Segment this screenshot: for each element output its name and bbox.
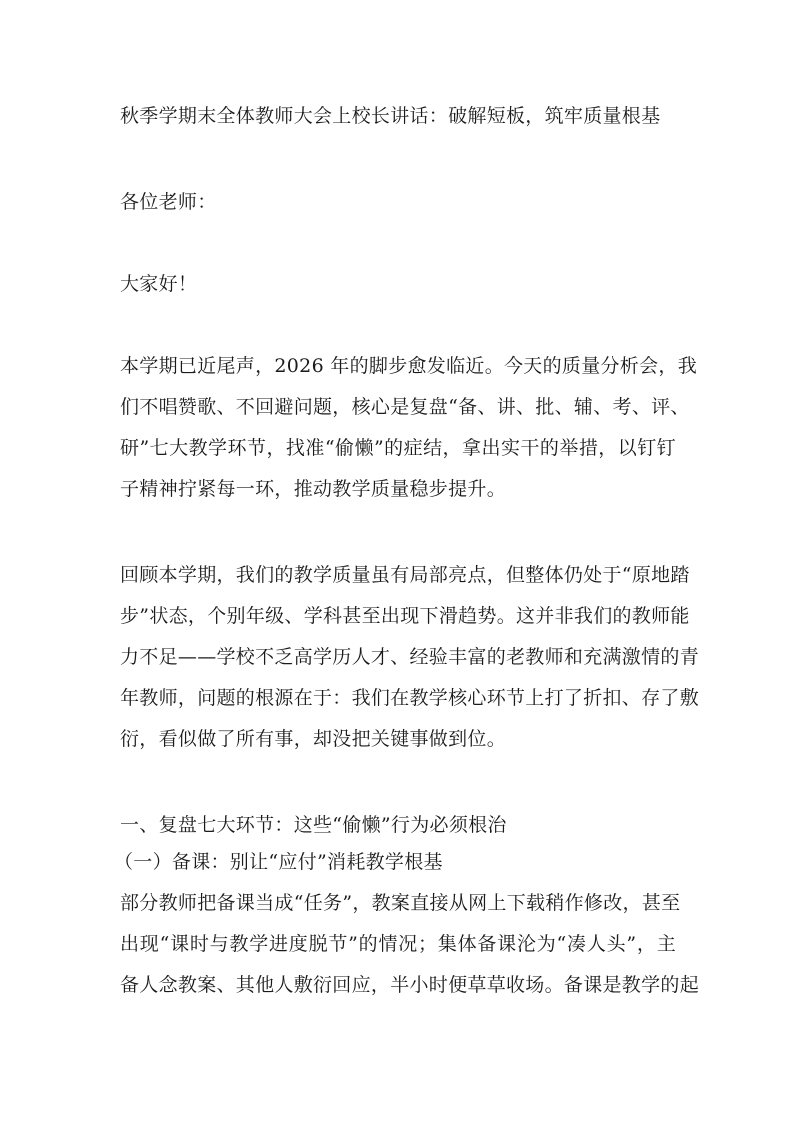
paragraph1-line-1: 本学期已近尾声，2026 年的脚步愈发临近。今天的质量分析会，我 <box>120 355 697 377</box>
salutation: 各位老师： <box>120 191 217 213</box>
paragraph2-line-1: 回顾本学期，我们的教学质量虽有局部亮点，但整体仍处于“原地踏 <box>120 564 690 586</box>
section1-paragraph-line-1: 部分教师把备课当成“任务”，教案直接从网上下载稍作修改，甚至 <box>120 892 681 914</box>
paragraph2-line-2: 步”状态，个别年级、学科甚至出现下滑趋势。这并非我们的教师能 <box>120 605 690 627</box>
greeting: 大家好！ <box>120 273 198 295</box>
section-heading: 一、复盘七大环节：这些“偷懒”行为必须根治 <box>120 814 507 836</box>
paragraph1-line-4: 子精神拧紧每一环，推动教学质量稳步提升。 <box>120 478 507 500</box>
section1-paragraph-line-2: 出现“课时与教学进度脱节”的情况；集体备课沦为“凑人头”，主 <box>120 933 676 955</box>
paragraph2-line-3: 力不足——学校不乏高学历人才、经验丰富的老教师和充满激情的青 <box>120 646 700 668</box>
section-subheading: （一）备课：别让“应付”消耗教学根基 <box>114 851 443 873</box>
section1-paragraph-line-3: 备人念教案、其他人敷衍回应，半小时便草草收场。备课是教学的起 <box>120 974 700 996</box>
paragraph2-line-5: 衍，看似做了所有事，却没把关键事做到位。 <box>120 728 507 750</box>
paragraph1-line-3: 研”七大教学环节，找准“偷懒”的症结，拿出实干的举措，以钉钉 <box>120 437 676 459</box>
paragraph2-line-4: 年教师，问题的根源在于：我们在教学核心环节上打了折扣、存了敷 <box>120 687 700 709</box>
document-title: 秋季学期末全体教师大会上校长讲话：破解短板，筑牢质量根基 <box>120 105 661 127</box>
paragraph1-line-2: 们不唱赞歌、不回避问题，核心是复盘“备、讲、批、辅、考、评、 <box>120 396 690 418</box>
